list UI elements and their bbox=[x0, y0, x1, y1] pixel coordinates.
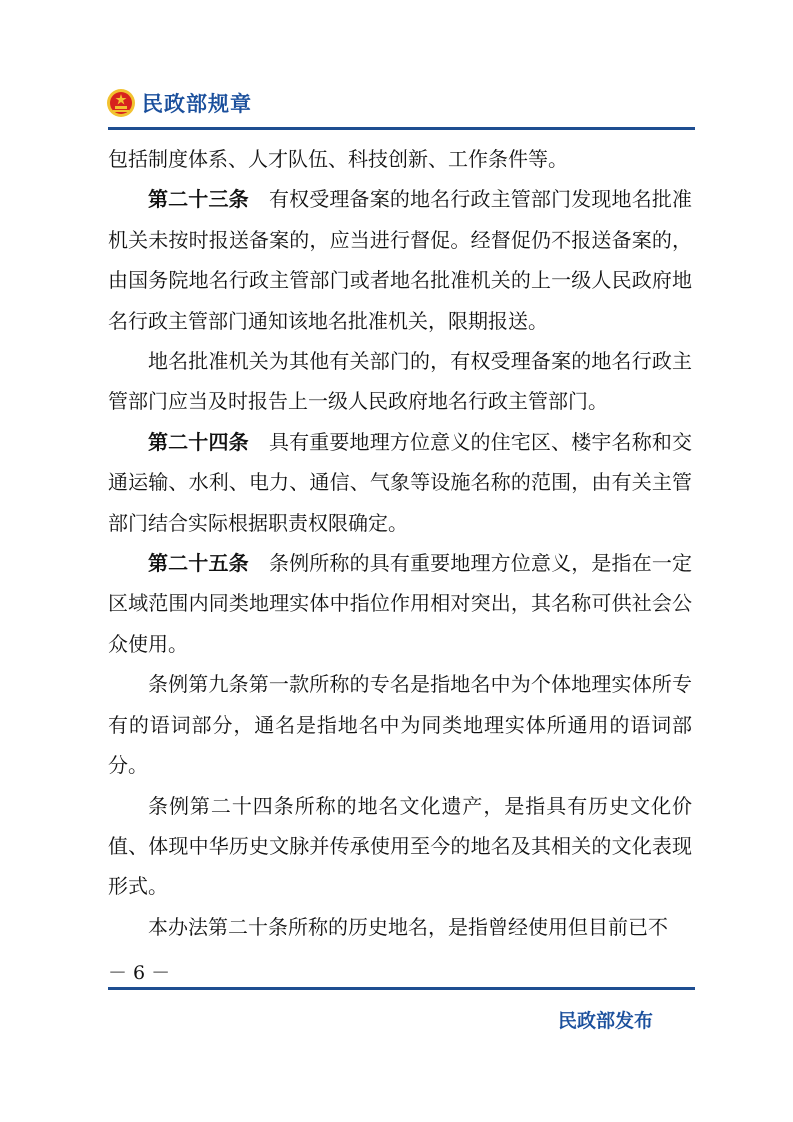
document-body bbox=[108, 139, 692, 947]
paragraph-text: 条例第九条第一款所称的专名是指地名中为个体地理实体所专有的语词部分，通名是指地名中为同类地理实体所通用的语词部分。 bbox=[108, 672, 692, 778]
article-25 bbox=[108, 543, 692, 664]
paragraph-text: 本办法第二十条所称的历史地名，是指曾经使用但目前已不 bbox=[148, 914, 668, 939]
article-number: 第二十五条 bbox=[148, 551, 249, 576]
article-24 bbox=[108, 422, 692, 543]
paragraph-text: 条例第二十四条所称的地名文化遗产，是指具有历史文化价值、体现中华历史文脉并传承使用至今的地名及其相关的文化表现形式。 bbox=[108, 793, 692, 899]
paragraph-text: 条例所称的具有重要地理方位意义，是指在一定区域范围内同类地理实体中指位作用相对突出，其名称可供社会公众使用。 bbox=[108, 551, 693, 656]
paragraph-7 bbox=[108, 907, 692, 947]
header-divider bbox=[108, 127, 695, 130]
page-number: － 6 － bbox=[108, 962, 171, 984]
article-number: 第二十四条 bbox=[148, 429, 249, 454]
footer-divider bbox=[108, 987, 695, 990]
paragraph-6 bbox=[108, 786, 692, 907]
paragraph-text: 地名批准机关为其他有关部门的，有权受理备案的地名行政主管部门应当及时报告上一级人民政府地名行政主管部门。 bbox=[108, 349, 692, 414]
article-23 bbox=[108, 179, 692, 341]
paragraph-5 bbox=[108, 664, 692, 785]
paragraph-2 bbox=[108, 341, 692, 422]
article-number: 第二十三条 bbox=[148, 187, 249, 212]
page-header bbox=[106, 85, 252, 121]
header-title: 民政部规章 bbox=[142, 92, 252, 116]
national-emblem-icon bbox=[106, 88, 136, 118]
paragraph-text: 有权受理备案的地名行政主管部门发现地名批准机关未按时报送备案的，应当进行督促。经督促仍不报送备案的，由国务院地名行政主管部门或者地名批准机关的上一级人民政府地名行政主管部门通知该地名批准机关，限期报送。 bbox=[108, 187, 693, 333]
paragraph-text: 具有重要地理方位意义的住宅区、楼宇名称和交通运输、水利、电力、通信、气象等设施名称的范围，由有关主管部门结合实际根据职责权限确定。 bbox=[108, 429, 693, 535]
footer-publisher: 民政部发布 bbox=[558, 1010, 654, 1032]
paragraph-text: 包括制度体系、人才队伍、科技创新、工作条件等。 bbox=[108, 147, 568, 171]
paragraph-0 bbox=[108, 139, 692, 179]
